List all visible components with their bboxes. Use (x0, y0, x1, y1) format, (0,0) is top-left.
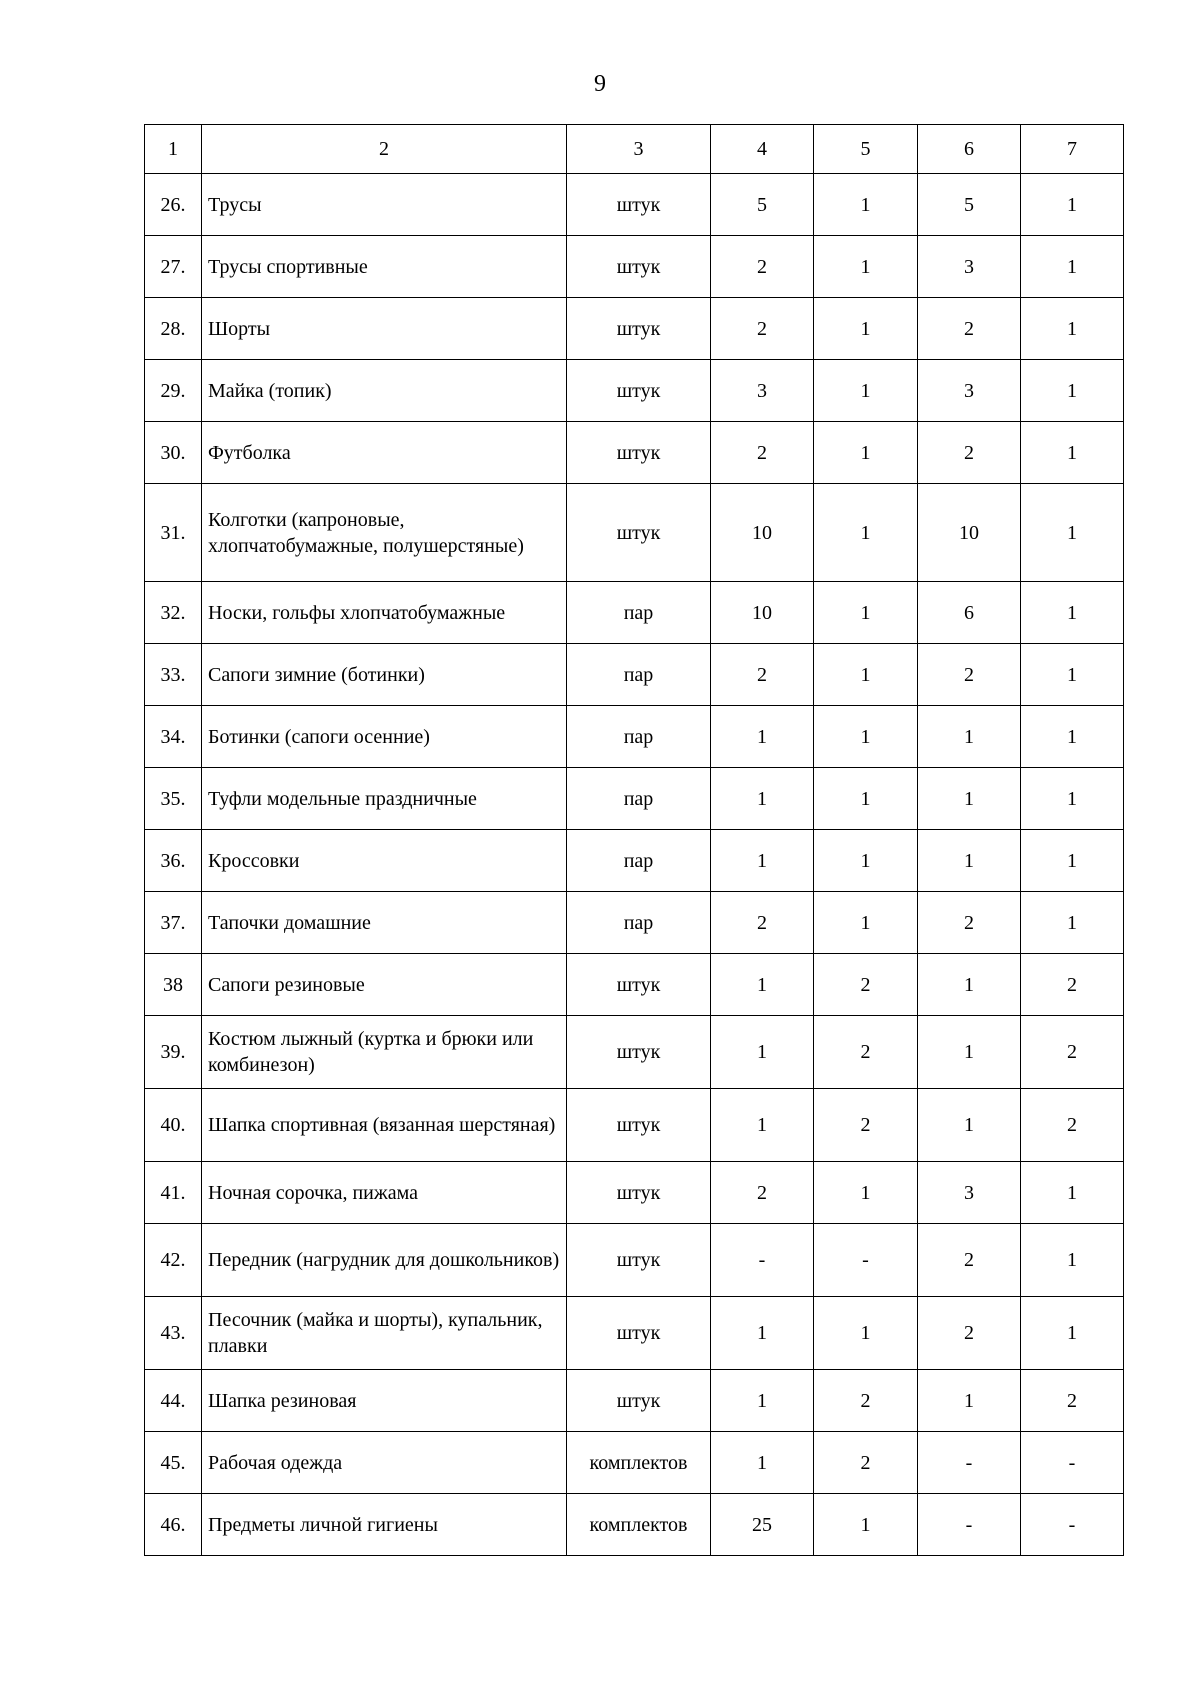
col-4-value: 10 (711, 484, 814, 582)
item-unit: комплектов (567, 1494, 711, 1556)
row-number: 44. (145, 1370, 202, 1432)
col-4-value: 1 (711, 768, 814, 830)
col-7-value: 1 (1021, 768, 1124, 830)
column-header: 2 (202, 125, 567, 174)
column-header: 7 (1021, 125, 1124, 174)
col-4-value: 10 (711, 582, 814, 644)
table-row (145, 768, 1124, 830)
col-4-value: 1 (711, 1016, 814, 1089)
col-7-value: 2 (1021, 1089, 1124, 1162)
col-5-value: 1 (814, 582, 918, 644)
col-5-value: 1 (814, 892, 918, 954)
row-number: 32. (145, 582, 202, 644)
col-6-value: 1 (918, 706, 1021, 768)
item-name: Носки, гольфы хлопчатобумажные (202, 582, 567, 644)
col-4-value: 1 (711, 1089, 814, 1162)
item-name: Рабочая одежда (202, 1432, 567, 1494)
col-6-value: 2 (918, 1297, 1021, 1370)
col-6-value: - (918, 1494, 1021, 1556)
item-unit: пар (567, 644, 711, 706)
table-row (145, 484, 1124, 582)
item-name: Ботинки (сапоги осенние) (202, 706, 567, 768)
item-unit: комплектов (567, 1432, 711, 1494)
item-unit: штук (567, 1016, 711, 1089)
col-7-value: 1 (1021, 1297, 1124, 1370)
col-7-value: 1 (1021, 582, 1124, 644)
item-name: Ночная сорочка, пижама (202, 1162, 567, 1224)
item-name: Шапка резиновая (202, 1370, 567, 1432)
column-header: 5 (814, 125, 918, 174)
col-4-value: 1 (711, 830, 814, 892)
norms-table (144, 124, 1124, 1556)
col-7-value: 2 (1021, 1016, 1124, 1089)
item-unit: пар (567, 768, 711, 830)
row-number: 29. (145, 360, 202, 422)
item-unit: штук (567, 1162, 711, 1224)
table-row (145, 174, 1124, 236)
item-unit: штук (567, 236, 711, 298)
item-unit: штук (567, 1224, 711, 1297)
item-unit: пар (567, 892, 711, 954)
col-4-value: 3 (711, 360, 814, 422)
col-5-value: 2 (814, 1089, 918, 1162)
col-7-value: 1 (1021, 1162, 1124, 1224)
col-5-value: 1 (814, 1162, 918, 1224)
col-5-value: 1 (814, 830, 918, 892)
row-number: 43. (145, 1297, 202, 1370)
item-name: Сапоги зимние (ботинки) (202, 644, 567, 706)
item-unit: пар (567, 706, 711, 768)
col-6-value: 5 (918, 174, 1021, 236)
table-row (145, 1297, 1124, 1370)
col-7-value: 1 (1021, 236, 1124, 298)
col-4-value: 2 (711, 892, 814, 954)
col-4-value: 1 (711, 1370, 814, 1432)
table-row (145, 954, 1124, 1016)
col-6-value: 1 (918, 954, 1021, 1016)
item-name: Песочник (майка и шорты), купальник, плавки (202, 1297, 567, 1370)
col-7-value: 1 (1021, 830, 1124, 892)
item-unit: пар (567, 830, 711, 892)
column-header: 4 (711, 125, 814, 174)
item-name: Футболка (202, 422, 567, 484)
row-number: 45. (145, 1432, 202, 1494)
col-5-value: 2 (814, 1432, 918, 1494)
col-4-value: 1 (711, 1297, 814, 1370)
table-row (145, 1162, 1124, 1224)
row-number: 46. (145, 1494, 202, 1556)
table-row (145, 1224, 1124, 1297)
col-4-value: 5 (711, 174, 814, 236)
col-5-value: 1 (814, 236, 918, 298)
row-number: 39. (145, 1016, 202, 1089)
table-row (145, 236, 1124, 298)
item-unit: штук (567, 484, 711, 582)
col-7-value: - (1021, 1432, 1124, 1494)
col-6-value: 3 (918, 236, 1021, 298)
col-6-value: 1 (918, 1370, 1021, 1432)
col-5-value: 2 (814, 954, 918, 1016)
col-6-value: 2 (918, 1224, 1021, 1297)
col-4-value: 2 (711, 236, 814, 298)
item-unit: штук (567, 954, 711, 1016)
col-4-value: - (711, 1224, 814, 1297)
col-5-value: 1 (814, 174, 918, 236)
table-row (145, 830, 1124, 892)
item-name: Костюм лыжный (куртка и брюки или комбинезон) (202, 1016, 567, 1089)
col-4-value: 2 (711, 1162, 814, 1224)
col-5-value: 2 (814, 1370, 918, 1432)
col-7-value: 1 (1021, 706, 1124, 768)
row-number: 34. (145, 706, 202, 768)
col-7-value: 1 (1021, 174, 1124, 236)
item-name: Тапочки домашние (202, 892, 567, 954)
item-name: Предметы личной гигиены (202, 1494, 567, 1556)
col-6-value: 6 (918, 582, 1021, 644)
row-number: 26. (145, 174, 202, 236)
item-name: Кроссовки (202, 830, 567, 892)
item-name: Трусы спортивные (202, 236, 567, 298)
col-6-value: 1 (918, 1089, 1021, 1162)
table-row (145, 298, 1124, 360)
item-name: Трусы (202, 174, 567, 236)
col-6-value: 1 (918, 768, 1021, 830)
row-number: 42. (145, 1224, 202, 1297)
item-name: Шорты (202, 298, 567, 360)
col-7-value: 1 (1021, 892, 1124, 954)
col-5-value: 1 (814, 422, 918, 484)
row-number: 28. (145, 298, 202, 360)
col-4-value: 1 (711, 706, 814, 768)
table-row (145, 582, 1124, 644)
item-unit: штук (567, 1089, 711, 1162)
table-row (145, 706, 1124, 768)
row-number: 27. (145, 236, 202, 298)
col-5-value: 2 (814, 1016, 918, 1089)
col-5-value: 1 (814, 298, 918, 360)
table-row (145, 1432, 1124, 1494)
table-row (145, 1494, 1124, 1556)
column-header: 3 (567, 125, 711, 174)
col-4-value: 2 (711, 422, 814, 484)
row-number: 33. (145, 644, 202, 706)
col-4-value: 2 (711, 298, 814, 360)
item-name: Передник (нагрудник для дошкольников) (202, 1224, 567, 1297)
page-number: 9 (594, 71, 606, 97)
col-6-value: 2 (918, 298, 1021, 360)
item-name: Колготки (капроновые, хлопчатобумажные, полушерстяные) (202, 484, 567, 582)
col-5-value: 1 (814, 768, 918, 830)
item-unit: штук (567, 1370, 711, 1432)
col-7-value: 1 (1021, 1224, 1124, 1297)
col-6-value: 2 (918, 644, 1021, 706)
row-number: 38 (145, 954, 202, 1016)
col-7-value: 1 (1021, 484, 1124, 582)
item-unit: штук (567, 360, 711, 422)
col-5-value: - (814, 1224, 918, 1297)
col-4-value: 1 (711, 954, 814, 1016)
col-6-value: 3 (918, 360, 1021, 422)
col-4-value: 1 (711, 1432, 814, 1494)
col-7-value: 1 (1021, 644, 1124, 706)
col-7-value: 1 (1021, 298, 1124, 360)
row-number: 37. (145, 892, 202, 954)
table-row (145, 422, 1124, 484)
col-6-value: 10 (918, 484, 1021, 582)
col-7-value: 2 (1021, 954, 1124, 1016)
row-number: 30. (145, 422, 202, 484)
item-unit: пар (567, 582, 711, 644)
header-row (145, 125, 1124, 174)
col-6-value: 2 (918, 892, 1021, 954)
item-name: Туфли модельные праздничные (202, 768, 567, 830)
col-5-value: 1 (814, 644, 918, 706)
col-7-value: 2 (1021, 1370, 1124, 1432)
row-number: 40. (145, 1089, 202, 1162)
item-unit: штук (567, 422, 711, 484)
col-4-value: 25 (711, 1494, 814, 1556)
col-6-value: 1 (918, 830, 1021, 892)
table-row (145, 644, 1124, 706)
col-5-value: 1 (814, 1494, 918, 1556)
item-name: Сапоги резиновые (202, 954, 567, 1016)
col-7-value: 1 (1021, 360, 1124, 422)
col-4-value: 2 (711, 644, 814, 706)
table-row (145, 1370, 1124, 1432)
col-6-value: 3 (918, 1162, 1021, 1224)
col-6-value: 1 (918, 1016, 1021, 1089)
row-number: 31. (145, 484, 202, 582)
col-5-value: 1 (814, 706, 918, 768)
column-header: 1 (145, 125, 202, 174)
table-body (145, 174, 1124, 1556)
row-number: 36. (145, 830, 202, 892)
col-6-value: 2 (918, 422, 1021, 484)
col-5-value: 1 (814, 484, 918, 582)
item-name: Майка (топик) (202, 360, 567, 422)
table-row (145, 892, 1124, 954)
col-7-value: 1 (1021, 422, 1124, 484)
item-unit: штук (567, 174, 711, 236)
item-unit: штук (567, 1297, 711, 1370)
item-unit: штук (567, 298, 711, 360)
item-name: Шапка спортивная (вязанная шерстяная) (202, 1089, 567, 1162)
row-number: 41. (145, 1162, 202, 1224)
column-header: 6 (918, 125, 1021, 174)
table-row (145, 360, 1124, 422)
row-number: 35. (145, 768, 202, 830)
col-5-value: 1 (814, 360, 918, 422)
table-row (145, 1089, 1124, 1162)
table-row (145, 1016, 1124, 1089)
col-5-value: 1 (814, 1297, 918, 1370)
col-7-value: - (1021, 1494, 1124, 1556)
col-6-value: - (918, 1432, 1021, 1494)
